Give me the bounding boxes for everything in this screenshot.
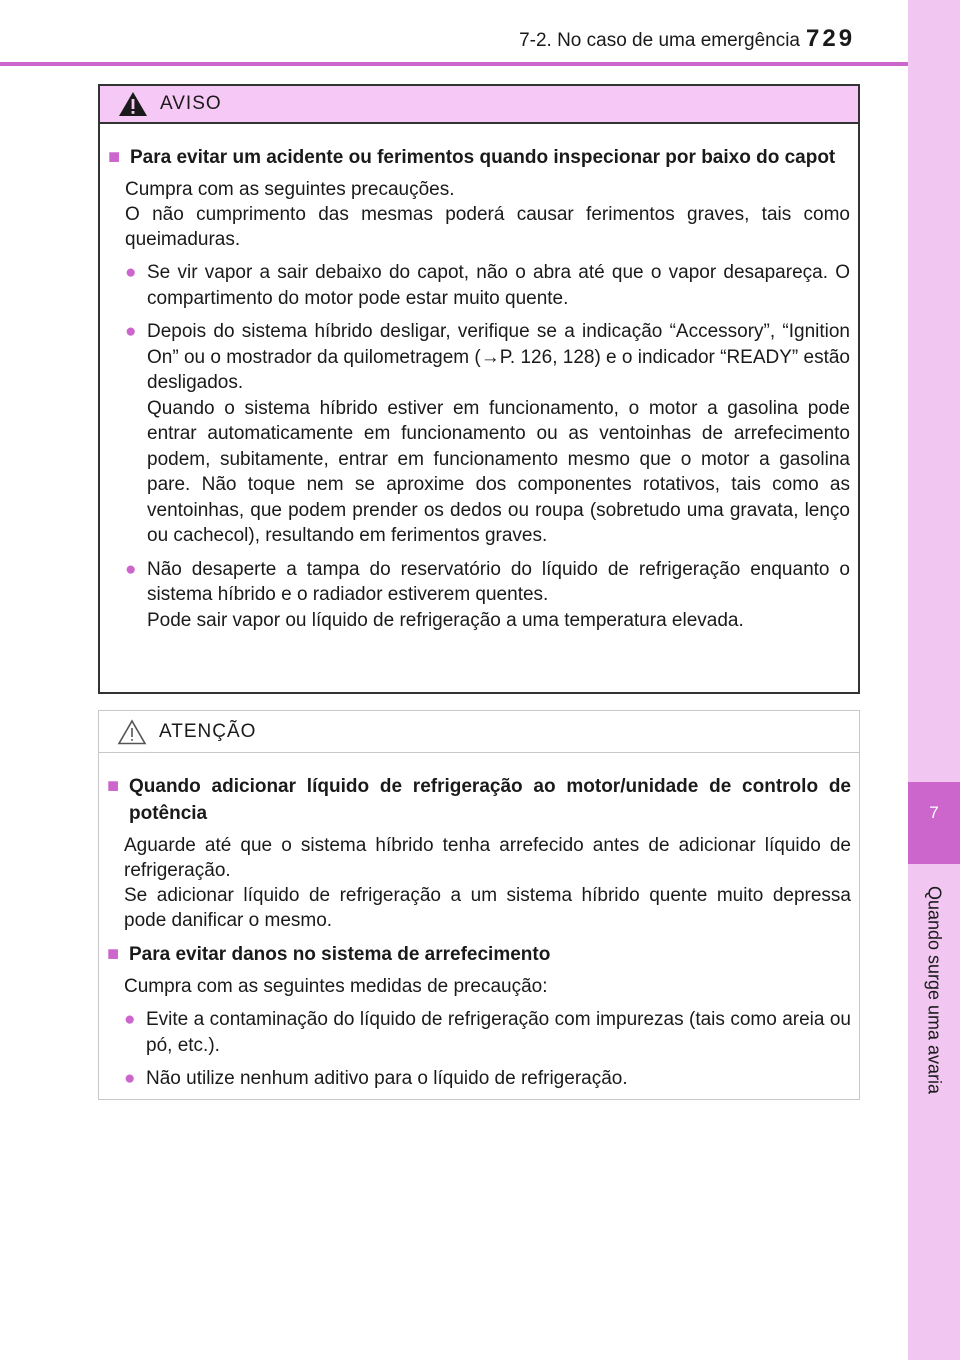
warning-box-header (100, 86, 858, 124)
chapter-title: Quando surge uma avaria (924, 885, 945, 1095)
notice-bullet: ● Não utilize nenhum aditivo para o líquido de refrigeração. (124, 1066, 851, 1092)
round-bullet-icon: ● (125, 321, 137, 342)
warning-heading: AVISO (160, 93, 222, 114)
notice-box (98, 710, 860, 1100)
notice-item-title: ■ Para evitar danos no sistema de arrefecimento (107, 941, 851, 968)
notice-heading: ATENÇÃO (159, 720, 257, 742)
page-number: 729 (806, 25, 856, 52)
notice-box-body (99, 753, 859, 1092)
chapter-side-tab (908, 0, 960, 1360)
notice-bullet: ● Evite a contaminação do líquido de refrigeração com impurezas (tais como areia ou pó, etc.). (124, 1007, 851, 1058)
header-divider (0, 62, 908, 66)
warning-bullet: ● Não desaperte a tampa do reservatório do líquido de refrigeração enquanto o sistema híbrido e o radiador estiverem quentes. Pode sair vapor ou líquido de refrigeração a uma temperatura elevada. (125, 557, 850, 634)
warning-intro: Cumpra com as seguintes precauções. O não cumprimento das mesmas poderá causar ferimentos graves, tais como queimaduras. (125, 179, 850, 250)
warning-bullet: ● Se vir vapor a sair debaixo do capot, não o abra até que o vapor desapareça. O compartimento do motor pode estar muito quente. (125, 260, 850, 311)
notice-item-title: ■ Quando adicionar líquido de refrigeração ao motor/unidade de controlo de potência (107, 773, 851, 827)
warning-triangle-icon (118, 91, 148, 117)
notice-item-text: Cumpra com as seguintes medidas de precaução: (124, 976, 548, 997)
warning-box-body (100, 124, 858, 633)
round-bullet-icon: ● (125, 262, 137, 283)
warning-bullet: ● Depois do sistema híbrido desligar, verifique se a indicação “Accessory”, “Ignition On” ou o mostrador da quilometragem (→P. 126, 128) e o indicador “READY” estão desligados. Quando o sistema híbrido estiver em funcionamento, o motor a gasolina pode entrar automaticamente em funcionamento ou as ventoinhas de arrefecimento podem, subitamente, entrar em funcionamento mesmo que o motor a gasolina pare. Não toque nem se aproxime dos componentes rotativos, tais como as ventoinhas, que podem prender os dedos ou roupa (sobretudo uma gravata, lenço ou cachecol), resultando em ferimentos graves. (125, 319, 850, 549)
section-title: 7-2. No caso de uma emergência (519, 30, 800, 51)
notice-box-header (99, 711, 859, 753)
round-bullet-icon: ● (125, 558, 137, 580)
round-bullet-icon: ● (124, 1068, 136, 1089)
chapter-marker (908, 782, 960, 864)
warning-item-title: ■ Para evitar um acidente ou ferimentos quando inspecionar por baixo do capot (108, 144, 850, 171)
square-bullet-icon: ■ (107, 943, 120, 965)
chapter-number: 7 (929, 803, 939, 822)
caution-triangle-icon (117, 719, 147, 745)
warning-box (98, 84, 860, 694)
square-bullet-icon: ■ (107, 775, 120, 797)
square-bullet-icon: ■ (108, 146, 121, 168)
notice-item-text: Aguarde até que o sistema híbrido tenha arrefecido antes de adicionar líquido de refrigeração. Se adicionar líquido de refrigeração a um sistema híbrido quente muito depressa pode danificar o mesmo. (124, 835, 851, 931)
round-bullet-icon: ● (124, 1009, 136, 1030)
